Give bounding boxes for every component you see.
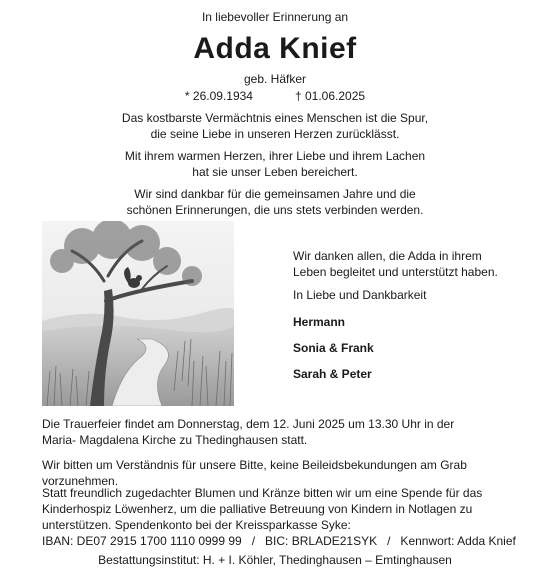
thanks-message — [293, 248, 498, 280]
funeral-notice — [42, 416, 532, 448]
notice-line: Wir bitten um Verständnis für unsere Bitte, keine Beileidsbekundungen am Grab vorzunehmen. — [42, 458, 467, 488]
notice-line: Die Trauerfeier findet am Donnerstag, dem 12. Juni 2025 um 13.30 Uhr in der — [42, 417, 455, 431]
funeral-home: Bestattungsinstitut: H. + I. Köhler, Thedinghausen – Emtinghausen — [98, 553, 452, 567]
notice-line: Kinderhospiz Löwenherz, um die palliative Betreuung von Kindern in Notlagen zu — [42, 502, 473, 516]
quote-stanza — [0, 148, 550, 180]
quote-line: hat sie unser Leben bereichert. — [192, 165, 358, 179]
tree-path-drawing — [42, 221, 234, 406]
death-date: † 01.06.2025 — [294, 89, 366, 103]
birth-date: * 26.09.1934 — [184, 89, 253, 103]
quote-line: Mit ihrem warmen Herzen, ihrer Liebe und ihrem Lachen — [124, 149, 426, 163]
birth-name: geb. Häfker — [243, 72, 307, 86]
quote-stanza — [0, 186, 550, 218]
notice-line: Maria- Magdalena Kirche zu Thedinghausen statt. — [42, 433, 308, 447]
notice-line: Statt freundlich zugedachter Blumen und Kränze bitten wir um eine Spende für das — [42, 486, 483, 500]
life-dates — [0, 89, 550, 103]
deceased-name: Adda Knief — [193, 32, 357, 65]
family-name: Sarah & Peter — [293, 367, 372, 381]
thanks-line: Wir danken allen, die Adda in ihrem — [293, 249, 482, 263]
family-name: Sonia & Frank — [293, 341, 374, 355]
quote-stanza — [0, 110, 550, 142]
signoff: In Liebe und Dankbarkeit — [293, 288, 427, 302]
bank-details: IBAN: DE07 2915 1700 1110 0999 99 / BIC: BRLADE21SYK / Kennwort: Adda Knief — [42, 534, 516, 548]
quote-line: Das kostbarste Vermächtnis eines Menschen ist die Spur, — [121, 111, 429, 125]
donation-notice — [42, 485, 532, 549]
quote-line: die seine Liebe in unseren Herzen zurücklässt. — [150, 127, 400, 141]
memorial-illustration — [42, 221, 234, 406]
family-name: Hermann — [293, 315, 346, 329]
thanks-line: Leben begleitet und unterstützt haben. — [293, 265, 498, 279]
intro-line: In liebevoller Erinnerung an — [201, 10, 349, 24]
quote-line: Wir sind dankbar für die gemeinsamen Jahre und die — [134, 187, 416, 201]
notice-line: unterstützen. Spendenkonto bei der Kreissparkasse Syke: — [42, 518, 351, 532]
quote-line: schönen Erinnerungen, die uns stets verbinden werden. — [126, 203, 424, 217]
